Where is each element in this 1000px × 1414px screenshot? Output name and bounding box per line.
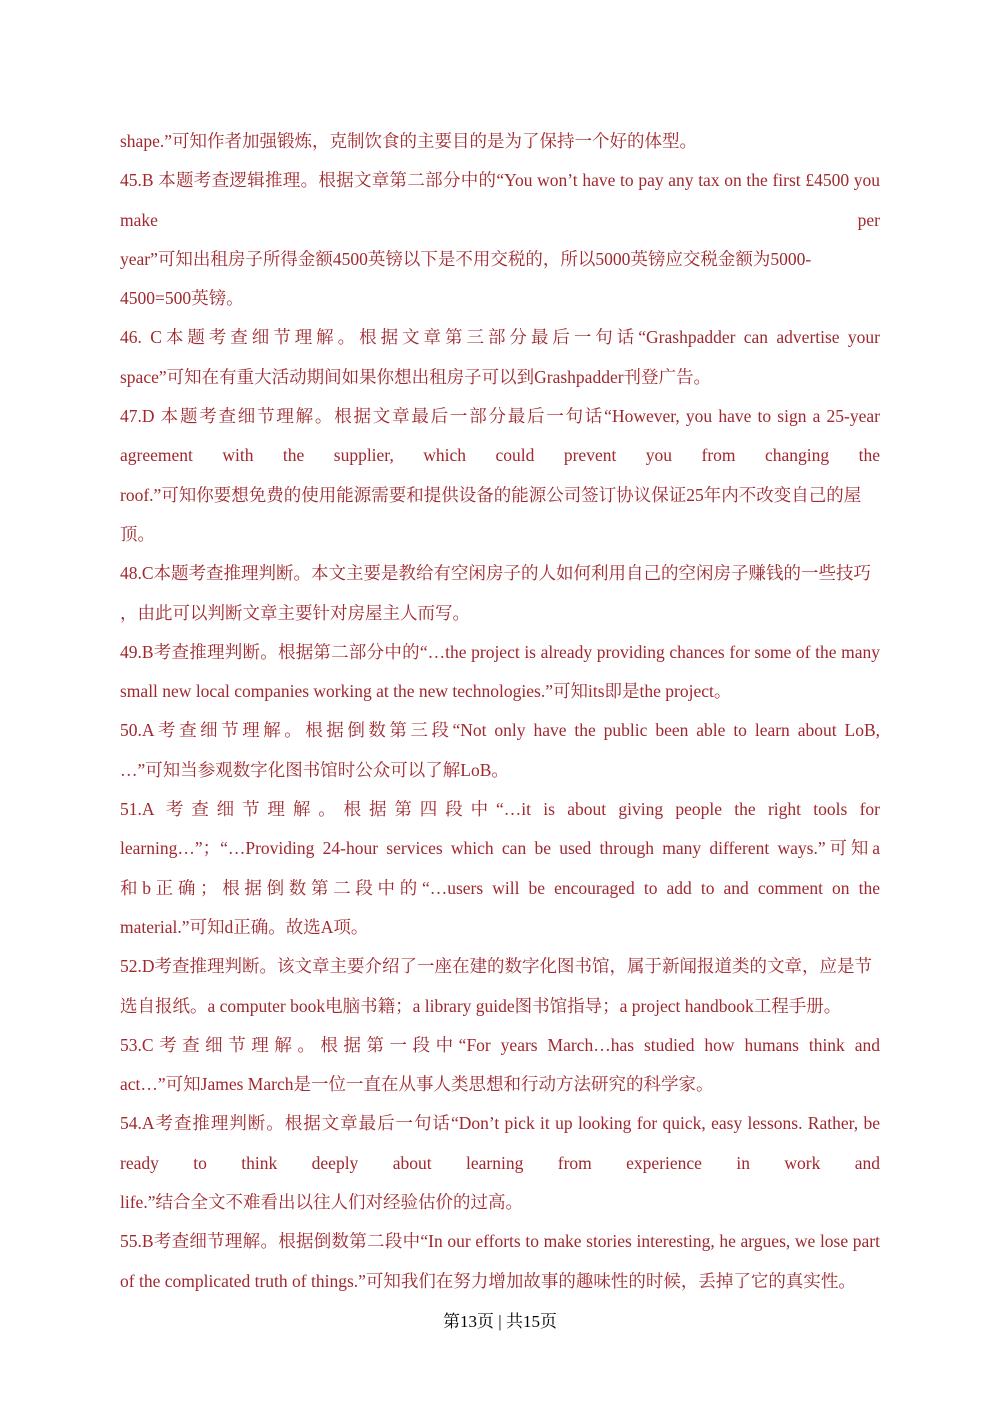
text-line: shape.”可知作者加强锻炼，克制饮食的主要目的是为了保持一个好的体型。 <box>120 131 697 151</box>
text-line: agreement with the supplier, which could prevent you from changing the <box>120 445 880 466</box>
text-line: year”可知出租房子所得金额4500英镑以下是不用交税的，所以5000英镑应交税金额为5000- <box>120 248 812 269</box>
page-footer: 第13页 | 共15页 <box>443 1312 557 1331</box>
text-line: 顶。 <box>120 523 155 544</box>
text-line: life.”结合全文不难看出以往人们对经验估价的过高。 <box>120 1192 523 1213</box>
text-line: 4500=500英镑。 <box>120 288 244 309</box>
text-line: 和b正确；根据倒数第二段中的“…users will be encouraged to add to and comment on the <box>120 877 880 898</box>
text-line: 51.A 考查细节理解。根据第四段中“…it is about giving people the right tools for <box>120 799 880 820</box>
text-line: act…”可知James March是一位一直在从事人类思想和行动方法研究的科学家。 <box>120 1074 714 1095</box>
text-line: 53.C考查细节理解。根据第一段中“For years March…has studied how humans think and <box>120 1034 880 1055</box>
text-line: 50.A考查细节理解。根据倒数第三段“Not only have the public been able to learn about LoB, <box>120 720 880 741</box>
text-line: small new local companies working at the new technologies.”可知its即是the project。 <box>120 681 732 702</box>
text-line: space”可知在有重大活动期间如果你想出租房子可以到Grashpadder刊登广告。 <box>120 366 712 387</box>
text-line: 46. C本题考查细节理解。根据文章第三部分最后一句话“Grashpadder can advertise your <box>120 327 880 348</box>
text-line: 选自报纸。a computer book电脑书籍；a library guide图书馆指导；a project handbook工程手册。 <box>120 995 842 1016</box>
text-line: 54.A考查推理判断。根据文章最后一句话“Don’t pick it up looking for quick, easy lessons. Rather, be <box>120 1113 880 1134</box>
text-line: ready to think deeply about learning from experience in work and <box>120 1152 880 1173</box>
text-line: 45.B 本题考查逻辑推理。根据文章第二部分中的“You won’t have to pay any tax on the first £4500 you <box>120 170 880 191</box>
text-line: roof.”可知你要想免费的使用能源需要和提供设备的能源公司签订协议保证25年内不改变自己的屋 <box>120 484 862 505</box>
text-line: of the complicated truth of things.”可知我们在努力增加故事的趣味性的时候，丢掉了它的真实性。 <box>120 1270 856 1291</box>
text-line: make per <box>120 209 880 230</box>
text-line: …”可知当参观数字化图书馆时公众可以了解LoB。 <box>120 759 509 780</box>
text-line: 52.D考查推理判断。该文章主要介绍了一座在建的数字化图书馆，属于新闻报道类的文章，应是节 <box>120 956 873 977</box>
answer-explanations <box>120 122 880 1301</box>
text-line: ，由此可以判断文章主要针对房屋主人而写。 <box>120 602 470 623</box>
text-line: 47.D 本题考查细节理解。根据文章最后一部分最后一句话“However, you have to sign a 25-year <box>120 406 880 427</box>
text-line: 49.B考查推理判断。根据第二部分中的“…the project is already providing chances for some of the many <box>120 641 880 662</box>
text-line: 55.B考查细节理解。根据倒数第二段中“In our efforts to make stories interesting, he argues, we lose part <box>120 1231 880 1252</box>
text-line: material.”可知d正确。故选A项。 <box>120 916 369 937</box>
text-line: learning…”；“…Providing 24-hour services which can be used through many different ways.”可知a <box>120 838 880 859</box>
text-line: 48.C本题考查推理判断。本文主要是教给有空闲房子的人如何利用自己的空闲房子赚钱的一些技巧 <box>120 563 872 584</box>
